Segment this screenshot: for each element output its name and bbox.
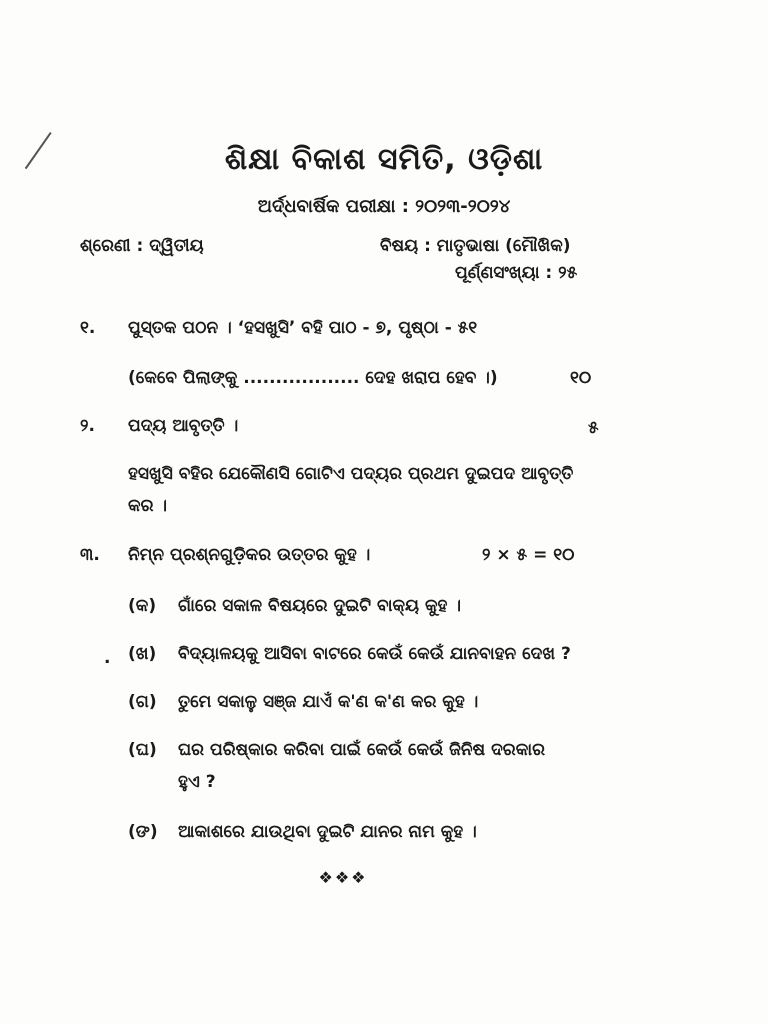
sub-question-id: (ଖ) <box>128 644 157 664</box>
sub-question-id: (ଘ) <box>128 740 157 760</box>
question-detail-line: କର । <box>128 496 168 516</box>
full-marks-label: ପୂର୍ଣ୍ଣସଂଖ୍ୟା : ୨୫ <box>455 263 578 283</box>
stray-dot: . <box>104 648 111 668</box>
sub-question-text: ଆକାଶରେ ଯାଉଥିବା ଦୁଇଟି ଯାନର ନାମ କୁହ । <box>178 822 477 842</box>
question-marks: ୨ × ୫ = ୧୦ <box>482 545 575 565</box>
sub-question-text: ଘର ପରିଷ୍କାର କରିବା ପାଇଁ କେଉଁ କେଉଁ ଜିନିଷ ଦରକାର <box>178 740 546 760</box>
question-number: ୨. <box>80 416 95 436</box>
sub-question-id: (ଙ) <box>128 822 158 842</box>
question-number: ୧. <box>80 318 96 338</box>
question-text: ପୁସ୍ତକ ପଠନ । ‘ହସଖୁସି’ ବହି ପାଠ - ୭, ପୃଷ୍ଠା - ୫୧ <box>128 318 478 338</box>
end-ornament: ❖❖❖ <box>318 868 368 887</box>
question-detail-line: ହସଖୁସି ବହିର ଯେକୌଣସି ଗୋଟିଏ ପଦ୍ୟର ପ୍ରଥମ ଦୁଇପଦ ଆବୃତ୍ତି <box>128 464 574 484</box>
sub-question-id: (କ) <box>128 596 157 616</box>
question-marks: ୫ <box>588 418 599 438</box>
question-number: ୩. <box>80 545 100 565</box>
sub-question-text: ବିଦ୍ୟାଳୟକୁ ଆସିବା ବାଟରେ କେଉଁ କେଉଁ ଯାନବାହନ ଦେଖ ? <box>178 644 571 664</box>
subject-label: ବିଷୟ : ମାତୃଭାଷା (ମୌଖିକ) <box>380 236 571 256</box>
question-text: ପଦ୍ୟ ଆବୃତ୍ତି । <box>128 416 239 436</box>
question-detail: (କେବେ ପିଲାଙ୍କୁ .................. ଦେହ ଖରାପ ହେବ ।) <box>128 368 498 388</box>
organization-title: ଶିକ୍ଷା ବିକାଶ ସମିତି, ଓଡ଼ିଶା <box>224 142 544 177</box>
exam-title: ଅର୍ଦ୍ଧବାର୍ଷିକ ପରୀକ୍ଷା : ୨୦୨୩-୨୦୨୪ <box>257 196 511 217</box>
class-label: ଶ୍ରେଣୀ : ଦ୍ୱିତୀୟ <box>80 236 204 256</box>
sub-question-text: ଗାଁରେ ସକାଳ ବିଷୟରେ ଦୁଇଟି ବାକ୍ୟ କୁହ । <box>178 596 462 616</box>
sub-question-id: (ଗ) <box>128 692 157 712</box>
sub-question-text-line2: ହୁଏ ? <box>178 772 216 792</box>
question-text: ନିମ୍ନ ପ୍ରଶ୍ନଗୁଡ଼ିକର ଉତ୍ତର କୁହ । <box>128 545 371 565</box>
sub-question-text: ତୁମେ ସକାଳୁ ସଞ୍ଜ ଯାଏଁ କ'ଣ କ'ଣ କର କୁହ । <box>178 692 479 712</box>
question-marks: ୧୦ <box>570 368 592 388</box>
